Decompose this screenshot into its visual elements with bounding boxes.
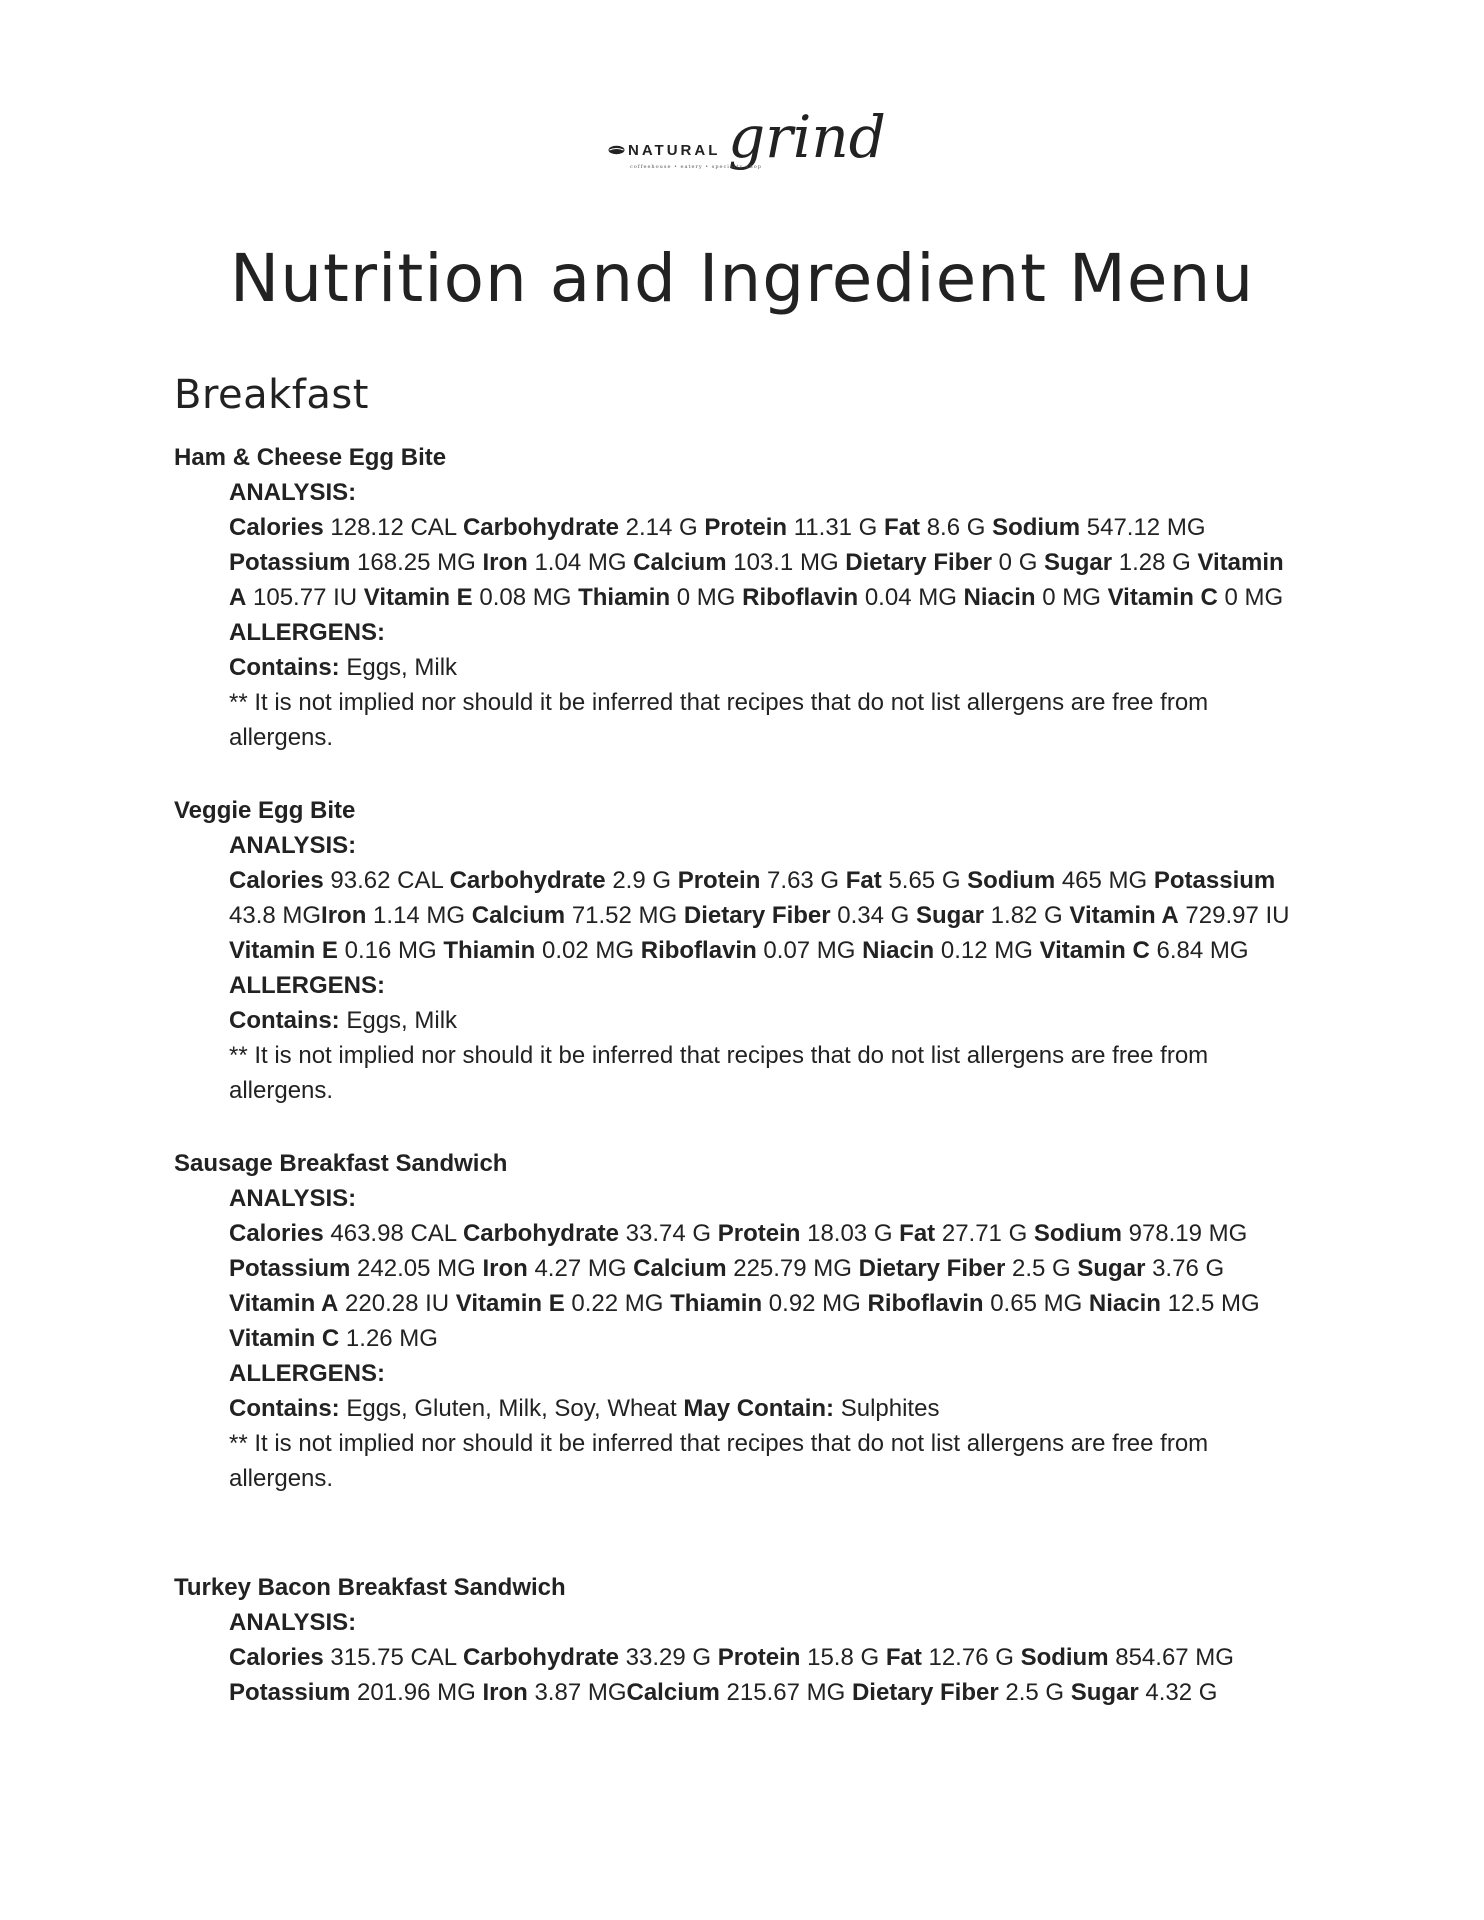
logo-brand-script: grind [728,103,886,171]
section-heading-breakfast: Breakfast [174,372,369,418]
allergens-label: ALLERGENS: [229,972,385,999]
nutrition-line: Potassium 201.96 MG Iron 3.87 MGCalcium 215.67 MG Dietary Fiber 2.5 G Sugar 4.32 G [229,1679,1218,1706]
nutrition-line: 43.8 MGIron 1.14 MG Calcium 71.52 MG Dietary Fiber 0.34 G Sugar 1.82 G Vitamin A 729.97 IU [229,902,1290,929]
menu-item-ham-cheese-egg-bite: Ham & Cheese Egg Bite ANALYSIS: Calories 128.12 CAL Carbohydrate 2.14 G Protein 11.31 G Fat 8.6 G Sodium 547.12 MG Potassium 168.25 MG Iron 1.04 MG Calcium 103.1 MG Dietary Fiber 0 G Sugar 1.28 G Vitamin A 105.77 IU Vitamin E 0.08 MG Thiamin 0 MG Riboflavin 0.04 MG Niacin 0 MG Vitamin C 0 MG ALLERGENS: Contains: Eggs, Milk ** It is not implied nor should it be inferred that recipes that do not list allergens are free from allergens. [174,440,1324,755]
analysis-label: ANALYSIS: [229,1185,357,1212]
allergens-contains: Contains: Eggs, Milk [229,654,458,681]
item-name: Ham & Cheese Egg Bite [174,444,447,471]
nutrition-line: Calories 463.98 CAL Carbohydrate 33.74 G Protein 18.03 G Fat 27.71 G Sodium 978.19 MG [229,1220,1248,1247]
natural-grind-logo [600,100,886,210]
allergens-label: ALLERGENS: [229,619,385,646]
allergen-disclaimer: ** It is not implied nor should it be inferred that recipes that do not list allergens are free from [229,1430,1209,1457]
analysis-label: ANALYSIS: [229,832,357,859]
nutrition-line: Vitamin C 1.26 MG [229,1325,438,1352]
analysis-label: ANALYSIS: [229,1609,357,1636]
menu-item-turkey-bacon-breakfast-sandwich [174,1570,1324,1710]
allergen-disclaimer: ** It is not implied nor should it be inferred that recipes that do not list allergens are free from [229,1042,1209,1069]
menu-item-sausage-breakfast-sandwich: Sausage Breakfast Sandwich ANALYSIS: Calories 463.98 CAL Carbohydrate 33.74 G Protein 18.03 G Fat 27.71 G Sodium 978.19 MG Potassium 242.05 MG Iron 4.27 MG Calcium 225.79 MG Dietary Fiber 2.5 G Sugar 3.76 G Vitamin A 220.28 IU Vitamin E 0.22 MG Thiamin 0.92 MG Riboflavin 0.65 MG Niacin 12.5 MG Vitamin C 1.26 MG ALLERGENS: Contains: Eggs, Gluten, Milk, Soy, Wheat May Contain: Sulphites ** It is not implied nor should it be inferred that recipes that do not list allergens are free from allergens. [174,1146,1324,1496]
item-name: Turkey Bacon Breakfast Sandwich [174,1574,566,1601]
allergens-label: ALLERGENS: [229,1360,385,1387]
item-name: Sausage Breakfast Sandwich [174,1150,508,1177]
page-title: Nutrition and Ingredient Menu [229,240,1255,317]
nutrition-line: Calories 128.12 CAL Carbohydrate 2.14 G Protein 11.31 G Fat 8.6 G Sodium 547.12 MG [229,514,1206,541]
nutrition-line: Calories 315.75 CAL Carbohydrate 33.29 G Protein 15.8 G Fat 12.76 G Sodium 854.67 MG [229,1644,1234,1671]
coffee-bean-icon [608,145,625,155]
nutrition-line: A 105.77 IU Vitamin E 0.08 MG Thiamin 0 MG Riboflavin 0.04 MG Niacin 0 MG Vitamin C 0 MG [229,584,1284,611]
logo-tagline: coffeehouse • eatery • specialty shop [630,164,762,170]
allergens-contains: Contains: Eggs, Gluten, Milk, Soy, Wheat May Contain: Sulphites [229,1395,940,1422]
analysis-label: ANALYSIS: [229,479,357,506]
allergen-disclaimer: ** It is not implied nor should it be inferred that recipes that do not list allergens are free from [229,689,1209,716]
nutrition-line: Vitamin A 220.28 IU Vitamin E 0.22 MG Thiamin 0.92 MG Riboflavin 0.65 MG Niacin 12.5 MG [229,1290,1260,1317]
nutrition-line: Calories 93.62 CAL Carbohydrate 2.9 G Protein 7.63 G Fat 5.65 G Sodium 465 MG Potassium [229,867,1276,894]
nutrition-line: Potassium 242.05 MG Iron 4.27 MG Calcium 225.79 MG Dietary Fiber 2.5 G Sugar 3.76 G [229,1255,1225,1282]
logo-brand-word: NATURAL [628,142,721,159]
nutrition-line: Potassium 168.25 MG Iron 1.04 MG Calcium 103.1 MG Dietary Fiber 0 G Sugar 1.28 G Vitamin [229,549,1284,576]
nutrition-line: Vitamin E 0.16 MG Thiamin 0.02 MG Riboflavin 0.07 MG Niacin 0.12 MG Vitamin C 6.84 MG [229,937,1249,964]
allergens-contains: Contains: Eggs, Milk [229,1007,458,1034]
item-name: Veggie Egg Bite [174,797,356,824]
menu-item-veggie-egg-bite: Veggie Egg Bite ANALYSIS: Calories 93.62 CAL Carbohydrate 2.9 G Protein 7.63 G Fat 5.65 G Sodium 465 MG Potassium 43.8 MGIron 1.14 MG Calcium 71.52 MG Dietary Fiber 0.34 G Sugar 1.82 G Vitamin A 729.97 IU Vitamin E 0.16 MG Thiamin 0.02 MG Riboflavin 0.07 MG Niacin 0.12 MG Vitamin C 6.84 MG ALLERGENS: Contains: Eggs, Milk ** It is not implied nor should it be inferred that recipes that do not list allergens are free from allergens. [174,793,1324,1108]
